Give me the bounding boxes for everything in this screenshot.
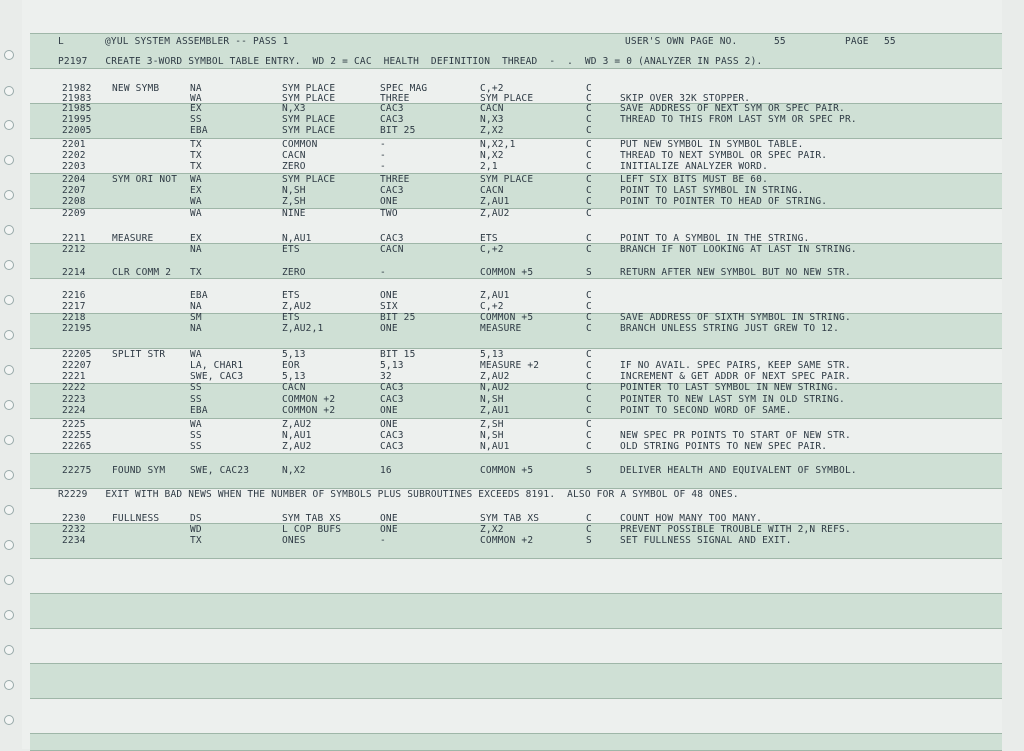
- row-num: 2216: [62, 290, 86, 301]
- row-a3: COMMON +5: [480, 465, 534, 476]
- row-f: C: [586, 430, 592, 441]
- row-cmt: SAVE ADDRESS OF SIXTH SYMBOL IN STRING.: [620, 312, 851, 323]
- row-a2: -: [380, 150, 386, 161]
- row-cmt: POINT TO POINTER TO HEAD OF STRING.: [620, 196, 828, 207]
- row-a3: Z,X2: [480, 524, 504, 535]
- row-a3: N,X3: [480, 114, 504, 125]
- row-f: C: [586, 323, 592, 334]
- row-cmt: IF NO AVAIL. SPEC PAIRS, KEEP SAME STR.: [620, 360, 851, 371]
- row-cmt: LEFT SIX BITS MUST BE 60.: [620, 174, 768, 185]
- row-a1: ZERO: [282, 161, 306, 172]
- row-op: EX: [190, 185, 202, 196]
- row-op: SS: [190, 382, 202, 393]
- row-num: 2217: [62, 301, 86, 312]
- row-cmt: INCREMENT & GET ADDR OF NEXT SPEC PAIR.: [620, 371, 851, 382]
- row-f: C: [586, 125, 592, 136]
- row-cmt: NEW SPEC PR POINTS TO START OF NEW STR.: [620, 430, 851, 441]
- row-a1: Z,AU2: [282, 441, 312, 452]
- row-num: 2203: [62, 161, 86, 172]
- row-label: MEASURE: [112, 233, 154, 244]
- row-f: C: [586, 290, 592, 301]
- green-band: [30, 383, 1002, 419]
- r-line-comment: R2229 EXIT WITH BAD NEWS WHEN THE NUMBER OF SYMBOLS PLUS SUBROUTINES EXCEEDS 8191. ALSO FOR A SYMBOL OF 48 ONES.: [58, 489, 739, 500]
- feed-hole: [4, 50, 14, 60]
- row-a1: L COP BUFS: [282, 524, 342, 535]
- row-op: SS: [190, 394, 202, 405]
- row-op: NA: [190, 244, 202, 255]
- row-op: SM: [190, 312, 202, 323]
- row-a2: BIT 25: [380, 312, 416, 323]
- row-cmt: RETURN AFTER NEW SYMBOL BUT NO NEW STR.: [620, 267, 851, 278]
- feed-hole: [4, 86, 14, 96]
- row-a1: 5,13: [282, 371, 306, 382]
- row-a3: Z,AU1: [480, 290, 510, 301]
- row-op: EX: [190, 233, 202, 244]
- row-a3: COMMON +5: [480, 312, 534, 323]
- row-a2: -: [380, 267, 386, 278]
- row-a1: N,AU1: [282, 233, 312, 244]
- row-num: 22207: [62, 360, 92, 371]
- row-a3: Z,AU2: [480, 208, 510, 219]
- green-band: [30, 663, 1002, 699]
- p-line-comment: P2197 CREATE 3-WORD SYMBOL TABLE ENTRY. WD 2 = CAC HEALTH DEFINITION THREAD - . WD 3 = 0 (ANALYZER IN PASS 2).: [58, 56, 763, 67]
- feed-hole: [4, 435, 14, 445]
- row-num: 2211: [62, 233, 86, 244]
- row-op: TX: [190, 267, 202, 278]
- row-a1: N,X3: [282, 103, 306, 114]
- row-op: EBA: [190, 405, 208, 416]
- row-op: SS: [190, 441, 202, 452]
- row-a2: SPEC MAG: [380, 83, 428, 94]
- row-a2: CAC3: [380, 103, 404, 114]
- row-f: C: [586, 174, 592, 185]
- row-f: S: [586, 465, 592, 476]
- row-f: C: [586, 103, 592, 114]
- row-cmt: BRANCH IF NOT LOOKING AT LAST IN STRING.: [620, 244, 857, 255]
- row-num: 2224: [62, 405, 86, 416]
- row-a1: N,AU1: [282, 430, 312, 441]
- row-num: 22275: [62, 465, 92, 476]
- row-num: 2222: [62, 382, 86, 393]
- row-a3: N,AU1: [480, 441, 510, 452]
- row-a1: CACN: [282, 382, 306, 393]
- header-col-l: L: [58, 36, 64, 47]
- row-a2: ONE: [380, 419, 398, 430]
- row-num: 2225: [62, 419, 86, 430]
- row-num: 2234: [62, 535, 86, 546]
- row-num: 21983: [62, 93, 92, 104]
- row-cmt: SET FULLNESS SIGNAL AND EXIT.: [620, 535, 792, 546]
- row-op: WA: [190, 349, 202, 360]
- row-a1: SYM PLACE: [282, 125, 336, 136]
- row-label: FULLNESS: [112, 513, 160, 524]
- row-op: WA: [190, 208, 202, 219]
- row-a2: THREE: [380, 93, 410, 104]
- row-a2: -: [380, 139, 386, 150]
- row-num: 22265: [62, 441, 92, 452]
- row-cmt: POINTER TO LAST SYMBOL IN NEW STRING.: [620, 382, 840, 393]
- row-op: TX: [190, 150, 202, 161]
- row-op: TX: [190, 161, 202, 172]
- row-f: C: [586, 139, 592, 150]
- feed-hole: [4, 610, 14, 620]
- row-op: SWE, CAC23: [190, 465, 250, 476]
- row-f: C: [586, 513, 592, 524]
- page-no: 55: [884, 36, 896, 47]
- row-op: LA, CHAR1: [190, 360, 244, 371]
- row-label: CLR COMM 2: [112, 267, 172, 278]
- row-a2: ONE: [380, 290, 398, 301]
- row-f: S: [586, 267, 592, 278]
- users-page-label: USER'S OWN PAGE NO.: [625, 36, 738, 47]
- row-num: 21995: [62, 114, 92, 125]
- row-a2: CAC3: [380, 441, 404, 452]
- row-a3: Z,AU1: [480, 405, 510, 416]
- green-band: [30, 593, 1002, 629]
- row-num: 2209: [62, 208, 86, 219]
- row-op: EX: [190, 103, 202, 114]
- row-a2: ONE: [380, 196, 398, 207]
- feed-hole: [4, 365, 14, 375]
- row-a2: CAC3: [380, 382, 404, 393]
- row-f: C: [586, 185, 592, 196]
- row-cmt: DELIVER HEALTH AND EQUIVALENT OF SYMBOL.: [620, 465, 857, 476]
- row-a3: Z,AU2: [480, 371, 510, 382]
- header-title: @YUL SYSTEM ASSEMBLER -- PASS 1: [105, 36, 289, 47]
- row-a1: N,X2: [282, 465, 306, 476]
- row-a3: C,+2: [480, 83, 504, 94]
- row-a1: ETS: [282, 244, 300, 255]
- row-f: C: [586, 349, 592, 360]
- row-num: 2202: [62, 150, 86, 161]
- row-num: 2214: [62, 267, 86, 278]
- row-cmt: POINTER TO NEW LAST SYM IN OLD STRING.: [620, 394, 845, 405]
- green-band: [30, 733, 1002, 751]
- row-num: 2201: [62, 139, 86, 150]
- row-op: WA: [190, 174, 202, 185]
- row-label: SYM ORI NOT: [112, 174, 178, 185]
- row-cmt: POINT TO A SYMBOL IN THE STRING.: [620, 233, 810, 244]
- row-a1: NINE: [282, 208, 306, 219]
- row-a1: COMMON +2: [282, 394, 336, 405]
- row-cmt: POINT TO LAST SYMBOL IN STRING.: [620, 185, 804, 196]
- row-a1: EOR: [282, 360, 300, 371]
- row-a2: CAC3: [380, 114, 404, 125]
- row-a3: Z,AU1: [480, 196, 510, 207]
- row-a3: CACN: [480, 103, 504, 114]
- feed-hole: [4, 470, 14, 480]
- row-f: C: [586, 244, 592, 255]
- row-op: SWE, CAC3: [190, 371, 244, 382]
- feed-hole: [4, 575, 14, 585]
- feed-hole: [4, 225, 14, 235]
- row-num: 2207: [62, 185, 86, 196]
- row-a2: SIX: [380, 301, 398, 312]
- feed-hole: [4, 190, 14, 200]
- row-a1: Z,AU2: [282, 301, 312, 312]
- row-a2: BIT 15: [380, 349, 416, 360]
- row-f: C: [586, 371, 592, 382]
- row-num: 2208: [62, 196, 86, 207]
- row-op: NA: [190, 323, 202, 334]
- row-a1: SYM PLACE: [282, 174, 336, 185]
- row-a2: 16: [380, 465, 392, 476]
- row-op: SS: [190, 114, 202, 125]
- row-f: C: [586, 233, 592, 244]
- row-op: TX: [190, 139, 202, 150]
- row-f: C: [586, 150, 592, 161]
- row-a2: ONE: [380, 405, 398, 416]
- row-cmt: INITIALIZE ANALYZER WORD.: [620, 161, 768, 172]
- row-op: DS: [190, 513, 202, 524]
- row-a3: N,X2,1: [480, 139, 516, 150]
- row-f: C: [586, 301, 592, 312]
- row-a2: CACN: [380, 244, 404, 255]
- row-cmt: POINT TO SECOND WORD OF SAME.: [620, 405, 792, 416]
- row-a1: COMMON +2: [282, 405, 336, 416]
- row-cmt: SAVE ADDRESS OF NEXT SYM OR SPEC PAIR.: [620, 103, 845, 114]
- feed-hole: [4, 645, 14, 655]
- row-a1: 5,13: [282, 349, 306, 360]
- row-num: 22195: [62, 323, 92, 334]
- row-a3: 2,1: [480, 161, 498, 172]
- row-a2: CAC3: [380, 233, 404, 244]
- row-a2: ONE: [380, 524, 398, 535]
- row-cmt: THREAD TO NEXT SYMBOL OR SPEC PAIR.: [620, 150, 828, 161]
- row-f: C: [586, 441, 592, 452]
- row-a3: Z,SH: [480, 419, 504, 430]
- row-a1: N,SH: [282, 185, 306, 196]
- row-a2: CAC3: [380, 394, 404, 405]
- row-op: WD: [190, 524, 202, 535]
- row-num: 22005: [62, 125, 92, 136]
- row-op: WA: [190, 196, 202, 207]
- row-a1: SYM PLACE: [282, 114, 336, 125]
- row-op: WA: [190, 93, 202, 104]
- row-a1: Z,AU2: [282, 419, 312, 430]
- row-a1: SYM TAB XS: [282, 513, 342, 524]
- row-a2: CAC3: [380, 185, 404, 196]
- row-a3: CACN: [480, 185, 504, 196]
- feed-hole: [4, 295, 14, 305]
- row-f: C: [586, 382, 592, 393]
- row-num: 2232: [62, 524, 86, 535]
- row-f: C: [586, 524, 592, 535]
- row-num: 22205: [62, 349, 92, 360]
- row-a3: N,SH: [480, 430, 504, 441]
- row-a3: C,+2: [480, 301, 504, 312]
- row-num: 2223: [62, 394, 86, 405]
- row-cmt: BRANCH UNLESS STRING JUST GREW TO 12.: [620, 323, 840, 334]
- row-cmt: COUNT HOW MANY TOO MANY.: [620, 513, 763, 524]
- row-op: EBA: [190, 125, 208, 136]
- row-label: SPLIT STR: [112, 349, 166, 360]
- row-a1: ZERO: [282, 267, 306, 278]
- row-a3: ETS: [480, 233, 498, 244]
- row-f: C: [586, 312, 592, 323]
- row-f: C: [586, 161, 592, 172]
- row-a3: N,SH: [480, 394, 504, 405]
- row-num: 22255: [62, 430, 92, 441]
- row-label: NEW SYMB: [112, 83, 160, 94]
- row-f: C: [586, 405, 592, 416]
- row-a1: Z,SH: [282, 196, 306, 207]
- row-a3: N,AU2: [480, 382, 510, 393]
- row-op: NA: [190, 301, 202, 312]
- row-a3: COMMON +5: [480, 267, 534, 278]
- row-cmt: PREVENT POSSIBLE TROUBLE WITH 2,N REFS.: [620, 524, 851, 535]
- feed-hole: [4, 330, 14, 340]
- row-num: 21982: [62, 83, 92, 94]
- row-label: FOUND SYM: [112, 465, 166, 476]
- row-a3: 5,13: [480, 349, 504, 360]
- row-a3: MEASURE: [480, 323, 522, 334]
- row-a3: SYM PLACE: [480, 174, 534, 185]
- row-f: C: [586, 208, 592, 219]
- row-a3: N,X2: [480, 150, 504, 161]
- row-op: WA: [190, 419, 202, 430]
- row-f: C: [586, 83, 592, 94]
- row-op: EBA: [190, 290, 208, 301]
- row-a1: CACN: [282, 150, 306, 161]
- row-f: C: [586, 196, 592, 207]
- row-num: 2212: [62, 244, 86, 255]
- row-a2: THREE: [380, 174, 410, 185]
- row-a1: COMMON: [282, 139, 318, 150]
- row-a2: ONE: [380, 513, 398, 524]
- row-a2: TWO: [380, 208, 398, 219]
- row-f: C: [586, 93, 592, 104]
- row-a2: 32: [380, 371, 392, 382]
- row-cmt: PUT NEW SYMBOL IN SYMBOL TABLE.: [620, 139, 804, 150]
- row-a2: -: [380, 535, 386, 546]
- row-num: 2204: [62, 174, 86, 185]
- row-num: 2221: [62, 371, 86, 382]
- row-a2: 5,13: [380, 360, 404, 371]
- row-a1: ONES: [282, 535, 306, 546]
- row-f: C: [586, 360, 592, 371]
- row-num: 2230: [62, 513, 86, 524]
- row-cmt: THREAD TO THIS FROM LAST SYM OR SPEC PR.: [620, 114, 857, 125]
- row-cmt: SKIP OVER 32K STOPPER.: [620, 93, 751, 104]
- row-a1: Z,AU2,1: [282, 323, 324, 334]
- row-op: NA: [190, 83, 202, 94]
- row-num: 2218: [62, 312, 86, 323]
- feed-hole: [4, 155, 14, 165]
- row-a1: ETS: [282, 312, 300, 323]
- row-f: C: [586, 419, 592, 430]
- row-a3: SYM TAB XS: [480, 513, 540, 524]
- row-a2: CAC3: [380, 430, 404, 441]
- row-cmt: OLD STRING POINTS TO NEW SPEC PAIR.: [620, 441, 828, 452]
- row-a3: Z,X2: [480, 125, 504, 136]
- row-a3: COMMON +2: [480, 535, 534, 546]
- row-a2: BIT 25: [380, 125, 416, 136]
- feed-hole: [4, 260, 14, 270]
- users-page-no: 55: [774, 36, 786, 47]
- feed-hole: [4, 120, 14, 130]
- feed-hole: [4, 680, 14, 690]
- row-a1: SYM PLACE: [282, 93, 336, 104]
- feed-hole: [4, 505, 14, 515]
- row-a1: SYM PLACE: [282, 83, 336, 94]
- row-a3: SYM PLACE: [480, 93, 534, 104]
- row-f: S: [586, 535, 592, 546]
- row-a2: -: [380, 161, 386, 172]
- feed-hole: [4, 540, 14, 550]
- row-a1: ETS: [282, 290, 300, 301]
- row-a2: ONE: [380, 323, 398, 334]
- page-label: PAGE: [845, 36, 869, 47]
- row-a3: C,+2: [480, 244, 504, 255]
- row-num: 21985: [62, 103, 92, 114]
- row-op: TX: [190, 535, 202, 546]
- feed-hole: [4, 715, 14, 725]
- row-f: C: [586, 114, 592, 125]
- row-op: SS: [190, 430, 202, 441]
- row-f: C: [586, 394, 592, 405]
- row-a3: MEASURE +2: [480, 360, 540, 371]
- feed-hole: [4, 400, 14, 410]
